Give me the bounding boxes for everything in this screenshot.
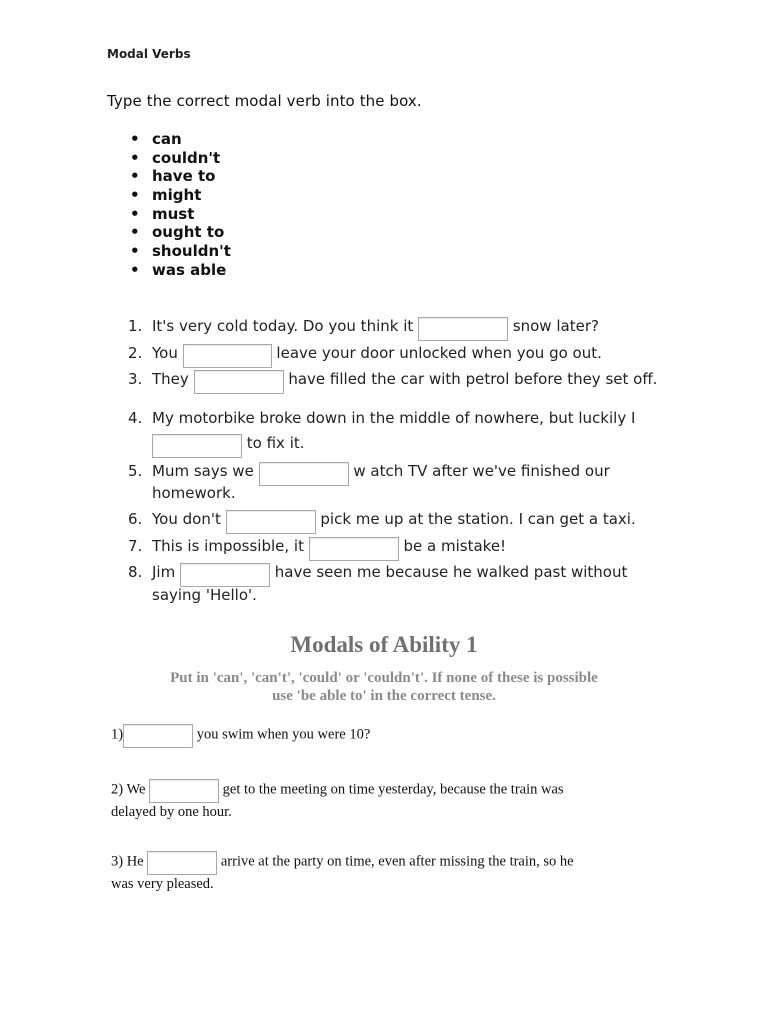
question-number: 4. [128, 409, 143, 427]
word-bank-item: • have to [152, 167, 231, 186]
question-text: You don't [152, 510, 221, 528]
question-2 [128, 342, 602, 368]
exercise-1 [111, 724, 671, 748]
question-text: Jim [152, 563, 176, 581]
question-text: My motorbike broke down in the middle of nowhere, but luckily I [152, 409, 636, 427]
answer-input-7[interactable] [309, 537, 399, 561]
answer-input-4[interactable] [152, 434, 242, 458]
word-bank-item: • was able [152, 261, 231, 280]
question-text: snow later? [512, 317, 599, 335]
question-text: pick me up at the station. I can get a taxi. [320, 510, 636, 528]
answer-input-2[interactable] [183, 344, 272, 368]
question-number: 1. [128, 317, 143, 335]
exercise-2 [111, 779, 671, 821]
question-text: Mum says we [152, 462, 254, 480]
word-bank-item: • can [152, 130, 231, 149]
section-heading: Modals of Ability 1 [290, 632, 478, 657]
instruction: Type the correct modal verb into the box. [107, 92, 422, 110]
word-bank-item: • couldn't [152, 149, 231, 168]
question-text: This is impossible, it [152, 537, 304, 555]
word-bank-item: • shouldn't [152, 242, 231, 261]
word-bank-item: • must [152, 205, 231, 224]
question-8 [128, 561, 628, 587]
question-text: w atch TV after we've finished our [353, 462, 610, 480]
word-bank-item: • ought to [152, 223, 231, 242]
question-number: 2. [128, 344, 143, 362]
question-1 [128, 315, 599, 341]
question-number: 6. [128, 510, 143, 528]
exercise-text: get to the meeting on time yesterday, because the train was [222, 781, 564, 798]
question-text: You [152, 344, 178, 362]
exercise-input-3[interactable] [147, 851, 217, 875]
question-text: They [152, 370, 189, 388]
question-text: have filled the car with petrol before they set off. [288, 370, 658, 388]
exercise-text: was very pleased. [111, 876, 214, 892]
question-number: 7. [128, 537, 143, 555]
exercise-input-2[interactable] [149, 779, 219, 803]
exercise-text: you swim when you were 10? [196, 726, 371, 743]
question-text: to fix it. [246, 434, 305, 452]
subtitle-line: use 'be able to' in the correct tense. [272, 688, 496, 704]
exercise-text: arrive at the party on time, even after missing the train, so he [220, 853, 574, 870]
question-text: It's very cold today. Do you think it [152, 317, 414, 335]
question-number: 3. [128, 370, 143, 388]
section-subtitle [110, 669, 658, 705]
question-text: leave your door unlocked when you go out. [276, 344, 602, 362]
exercise-3 [111, 851, 671, 893]
question-number: 8. [128, 563, 143, 581]
question-text: be a mistake! [403, 537, 507, 555]
exercise-number: 2) We [111, 781, 146, 798]
question-text: have seen me because he walked past without [274, 563, 628, 581]
question-7 [128, 535, 507, 561]
question-6 [128, 508, 636, 534]
exercise-input-1[interactable] [123, 724, 193, 748]
answer-input-3[interactable] [194, 370, 284, 394]
question-text: homework. [152, 484, 236, 502]
answer-input-6[interactable] [226, 510, 316, 534]
question-8-line2 [152, 584, 257, 606]
question-5-line2 [152, 482, 236, 504]
doc-title: Modal Verbs [107, 47, 191, 61]
question-4-line2 [152, 432, 305, 458]
question-3 [128, 368, 658, 394]
answer-input-1[interactable] [418, 317, 508, 341]
word-bank-list [152, 130, 231, 280]
subtitle-line: Put in 'can', 'can't', 'could' or 'couldn't'. If none of these is possible [170, 670, 598, 686]
answer-input-8[interactable] [180, 563, 270, 587]
exercise-number: 3) He [111, 853, 144, 870]
word-bank-item: • might [152, 186, 231, 205]
exercise-number: 1) [111, 726, 124, 743]
exercise-text: delayed by one hour. [111, 804, 232, 820]
answer-input-5[interactable] [259, 462, 349, 486]
question-4 [128, 407, 636, 429]
question-text: saying 'Hello'. [152, 586, 257, 604]
question-number: 5. [128, 462, 143, 480]
